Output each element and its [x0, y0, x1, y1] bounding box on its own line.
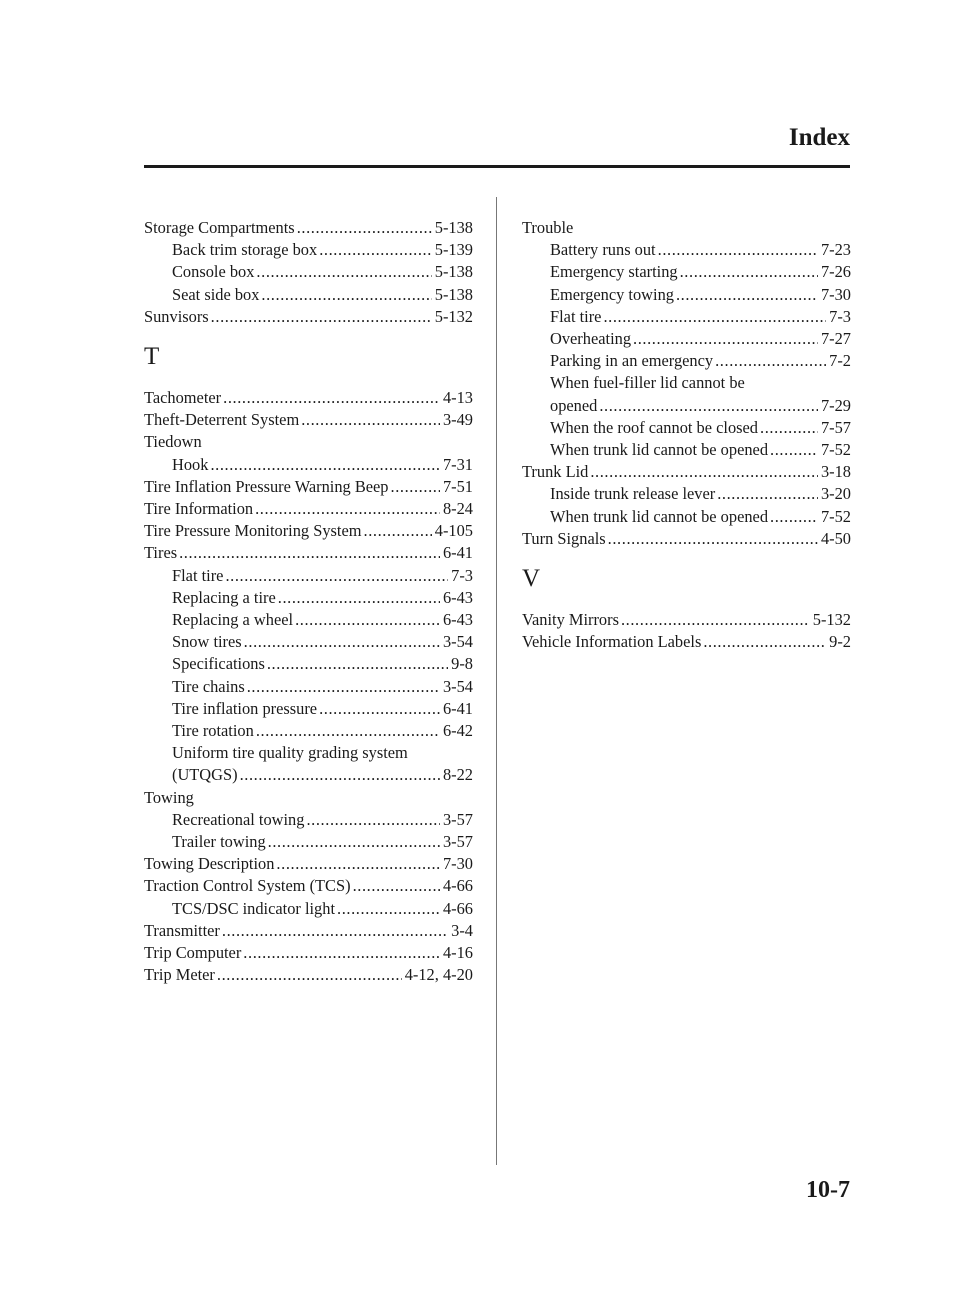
index-subentry — [144, 261, 473, 283]
entry-label: Trip Computer — [144, 943, 242, 963]
entry-label: Tire inflation pressure — [172, 698, 318, 718]
index-subentry — [144, 284, 473, 306]
entry-label: Specifications — [172, 654, 265, 674]
entry-page-ref: 4-12, 4-20 — [404, 965, 473, 985]
dot-leader — [179, 542, 440, 564]
index-subentry — [144, 676, 473, 698]
index-subentry — [144, 653, 473, 675]
entry-page-ref: 7-51 — [442, 476, 473, 496]
entry-label: Emergency starting — [550, 262, 678, 282]
entry-label: Sunvisors — [144, 306, 209, 326]
dot-leader — [243, 942, 440, 964]
entry-page-ref: 5-138 — [434, 262, 473, 282]
index-entry — [144, 409, 473, 431]
entry-label: When trunk lid cannot be opened — [550, 440, 769, 460]
dot-leader — [278, 587, 440, 609]
entry-label: Replacing a wheel — [172, 610, 294, 630]
entry-label: When trunk lid cannot be opened — [550, 506, 769, 526]
dot-leader — [210, 454, 440, 476]
index-entry — [144, 787, 473, 809]
dot-leader — [247, 676, 440, 698]
index-subentry — [144, 742, 473, 764]
entry-label: Tire chains — [172, 676, 245, 696]
entry-page-ref: 7-30 — [442, 854, 473, 874]
entry-page-ref: 6-41 — [442, 543, 473, 563]
index-subentry — [522, 306, 851, 328]
entry-page-ref: 5-138 — [434, 218, 473, 237]
index-subentry — [144, 764, 473, 786]
index-entry — [144, 942, 473, 964]
entry-label: Tire Information — [144, 499, 254, 519]
entry-page-ref: 4-16 — [442, 943, 473, 963]
entry-label: Flat tire — [172, 565, 224, 585]
dot-leader — [319, 239, 432, 261]
index-entry — [144, 431, 473, 453]
index-subentry — [144, 609, 473, 631]
dot-leader — [676, 284, 818, 306]
dot-leader — [267, 653, 448, 675]
dot-leader — [244, 631, 440, 653]
entry-label: Snow tires — [172, 632, 242, 652]
index-entry — [522, 631, 851, 653]
entry-label: Trunk Lid — [522, 462, 589, 482]
entry-page-ref: 7-52 — [820, 440, 851, 460]
entry-page-ref: 9-2 — [829, 632, 851, 652]
entry-page-ref: 5-139 — [434, 240, 473, 260]
entry-page-ref: 7-2 — [829, 351, 851, 371]
entry-page-ref: 5-132 — [812, 610, 851, 630]
entry-page-ref: 7-52 — [820, 506, 851, 526]
entry-page-ref: 6-43 — [442, 610, 473, 630]
entry-page-ref: 6-41 — [442, 698, 473, 718]
dot-leader — [256, 261, 431, 283]
index-subentry — [522, 395, 851, 417]
dot-leader — [760, 417, 818, 439]
index-entry — [144, 306, 473, 328]
entry-page-ref: 7-30 — [820, 284, 851, 304]
entry-page-ref: 3-20 — [820, 484, 851, 504]
entry-page-ref: 4-66 — [442, 876, 473, 896]
entry-label: Storage Compartments — [144, 218, 295, 237]
index-entry — [144, 542, 473, 564]
dot-leader — [717, 483, 818, 505]
entry-label: Vehicle Information Labels — [522, 632, 702, 652]
dot-leader — [225, 565, 448, 587]
index-subentry — [522, 417, 851, 439]
entry-label: Tire Pressure Monitoring System — [144, 521, 362, 541]
entry-label: Tiedown — [144, 432, 202, 452]
header-rule — [144, 165, 850, 168]
entry-label: TCS/DSC indicator light — [172, 898, 336, 918]
index-column-left — [144, 217, 473, 987]
entry-label: Parking in an emergency — [550, 351, 714, 371]
index-subentry — [522, 483, 851, 505]
index-entry — [144, 520, 473, 542]
entry-label: Overheating — [550, 329, 632, 349]
entry-page-ref: 4-13 — [442, 388, 473, 408]
entry-label: Tachometer — [144, 388, 222, 408]
index-entry — [522, 609, 851, 631]
dot-leader — [590, 461, 818, 483]
entry-page-ref: 3-4 — [451, 920, 473, 940]
section-letter: T — [144, 343, 160, 371]
entry-page-ref: 4-105 — [434, 521, 473, 541]
dot-leader — [268, 831, 440, 853]
dot-leader — [621, 609, 810, 631]
dot-leader — [223, 387, 440, 409]
entry-label: Tires — [144, 543, 178, 563]
entry-label: When the roof cannot be closed — [550, 417, 758, 437]
entry-page-ref: 8-24 — [442, 499, 473, 519]
index-entry — [522, 528, 851, 550]
entry-label: Tire rotation — [172, 721, 254, 741]
entry-label: Recreational towing — [172, 809, 305, 829]
entry-page-ref: 7-26 — [820, 262, 851, 282]
dot-leader — [319, 698, 440, 720]
entry-label: Towing Description — [144, 854, 275, 874]
index-subentry — [144, 698, 473, 720]
index-subentry — [522, 439, 851, 461]
entry-page-ref: 7-3 — [451, 565, 473, 585]
entry-page-ref: 7-27 — [820, 329, 851, 349]
dot-leader — [633, 328, 818, 350]
entry-page-ref: 7-23 — [820, 240, 851, 260]
dot-leader — [337, 898, 440, 920]
dot-leader — [211, 306, 432, 328]
index-subentry — [522, 372, 851, 394]
index-subentry — [144, 239, 473, 261]
index-entry — [144, 498, 473, 520]
dot-leader — [770, 506, 818, 528]
entry-page-ref: 8-22 — [442, 765, 473, 785]
page-header-title: Index — [788, 124, 850, 151]
entry-label: Emergency towing — [550, 284, 674, 304]
dot-leader — [297, 217, 432, 239]
entry-label: Transmitter — [144, 920, 220, 940]
dot-leader — [391, 476, 440, 498]
section-letter: V — [522, 565, 541, 593]
entry-label: (UTQGS) — [172, 765, 238, 785]
entry-label: Inside trunk release lever — [550, 484, 716, 504]
entry-page-ref: 5-138 — [434, 284, 473, 304]
index-subentry — [522, 261, 851, 283]
page-number: 10-7 — [806, 1177, 850, 1203]
entry-page-ref: 4-66 — [442, 898, 473, 918]
index-entry — [144, 217, 473, 239]
column-divider — [496, 197, 497, 1165]
entry-label: When fuel-filler lid cannot be — [550, 373, 745, 393]
dot-leader — [255, 498, 440, 520]
entry-page-ref: 7-57 — [820, 417, 851, 437]
index-subentry — [144, 831, 473, 853]
entry-page-ref: 3-18 — [820, 462, 851, 482]
entry-label: Trailer towing — [172, 832, 266, 852]
dot-leader — [240, 764, 440, 786]
dot-leader — [680, 261, 818, 283]
index-subentry — [144, 565, 473, 587]
entry-label: Vanity Mirrors — [522, 610, 619, 630]
index-subentry — [522, 284, 851, 306]
entry-page-ref: 4-50 — [820, 528, 851, 548]
entry-page-ref: 3-54 — [442, 676, 473, 696]
index-subentry — [522, 239, 851, 261]
index-subentry — [522, 328, 851, 350]
index-subentry — [522, 506, 851, 528]
entry-page-ref: 6-43 — [442, 587, 473, 607]
entry-label: Back trim storage box — [172, 240, 318, 260]
dot-leader — [306, 809, 440, 831]
index-subentry — [144, 898, 473, 920]
entry-label: Theft-Deterrent System — [144, 410, 300, 430]
dot-leader — [217, 964, 402, 986]
index-subentry — [144, 809, 473, 831]
index-subentry — [144, 587, 473, 609]
entry-label: Traction Control System (TCS) — [144, 876, 351, 896]
dot-leader — [608, 528, 818, 550]
dot-leader — [256, 720, 440, 742]
index-entry — [144, 853, 473, 875]
dot-leader — [658, 239, 818, 261]
index-subentry — [144, 720, 473, 742]
entry-page-ref: 6-42 — [442, 721, 473, 741]
index-entry — [144, 964, 473, 986]
dot-leader — [301, 409, 440, 431]
dot-leader — [715, 350, 826, 372]
entry-label: Flat tire — [550, 306, 602, 326]
entry-page-ref: 3-57 — [442, 832, 473, 852]
entry-label: Uniform tire quality grading system — [172, 743, 408, 763]
entry-label: Hook — [172, 454, 209, 474]
entry-page-ref: 7-3 — [829, 306, 851, 326]
entry-label: Battery runs out — [550, 240, 656, 260]
entry-page-ref: 9-8 — [451, 654, 473, 674]
entry-label: Tire Inflation Pressure Warning Beep — [144, 476, 389, 496]
entry-page-ref: 3-54 — [442, 632, 473, 652]
entry-label: Towing — [144, 787, 194, 807]
index-subentry — [144, 631, 473, 653]
index-entry — [144, 920, 473, 942]
entry-page-ref: 7-31 — [442, 454, 473, 474]
index-subentry — [522, 350, 851, 372]
dot-leader — [603, 306, 826, 328]
entry-label: Seat side box — [172, 284, 260, 304]
index-entry — [144, 387, 473, 409]
index-entry — [522, 217, 851, 239]
index-entry — [522, 461, 851, 483]
dot-leader — [353, 875, 440, 897]
entry-page-ref: 3-57 — [442, 809, 473, 829]
dot-leader — [364, 520, 432, 542]
entry-page-ref: 7-29 — [820, 395, 851, 415]
entry-page-ref: 5-132 — [434, 306, 473, 326]
index-column-right — [522, 217, 851, 653]
dot-leader — [770, 439, 818, 461]
dot-leader — [261, 284, 431, 306]
dot-leader — [222, 920, 448, 942]
entry-label: Trip Meter — [144, 965, 215, 985]
dot-leader — [295, 609, 440, 631]
index-subentry — [144, 454, 473, 476]
dot-leader — [276, 853, 440, 875]
entry-label: Trouble — [522, 218, 574, 237]
entry-label: Replacing a tire — [172, 587, 276, 607]
dot-leader — [703, 631, 826, 653]
entry-label: Console box — [172, 262, 255, 282]
dot-leader — [599, 395, 818, 417]
index-entry — [144, 875, 473, 897]
entry-label: opened — [550, 395, 598, 415]
entry-page-ref: 3-49 — [442, 410, 473, 430]
index-entry — [144, 476, 473, 498]
entry-label: Turn Signals — [522, 528, 606, 548]
